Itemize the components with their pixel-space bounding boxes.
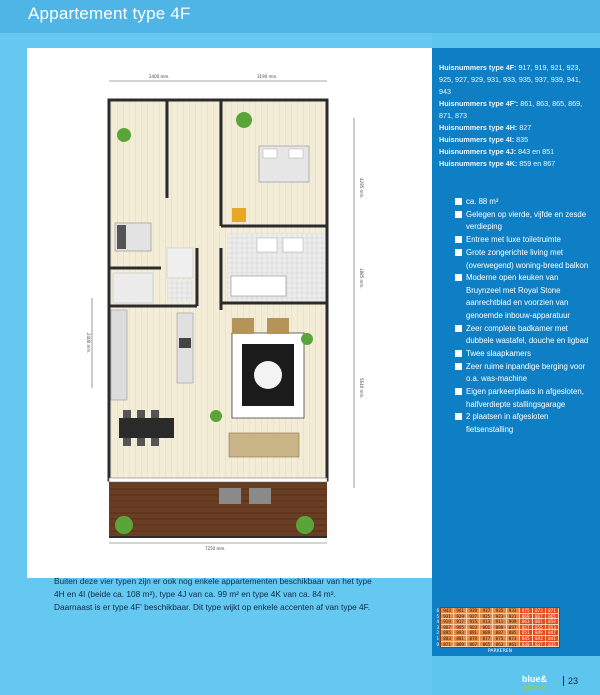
grid-cell: 913 bbox=[480, 619, 493, 625]
grid-cell: 899 bbox=[493, 625, 506, 631]
house-number-list bbox=[439, 62, 594, 170]
checkbox-icon bbox=[455, 413, 462, 420]
grid-cell: 875 bbox=[493, 636, 506, 642]
grid-cell: 863 bbox=[493, 642, 506, 648]
house-numbers-4f: Huisnummers type 4F: 917, 919, 921, 923, 925, 927, 929, 931, 933, 935, 937, 939, 941, 943 bbox=[439, 63, 581, 96]
grid-cell: 875 bbox=[520, 608, 533, 614]
grid-cell: 939 bbox=[467, 608, 480, 614]
grid-cell: 893 bbox=[454, 630, 467, 636]
logo: blue& green bbox=[522, 674, 548, 692]
grid-cell: 911 bbox=[493, 619, 506, 625]
grid-cell: 943 bbox=[441, 608, 454, 614]
feature-item: ca. 88 m² bbox=[466, 196, 594, 208]
page-header bbox=[0, 0, 600, 33]
grid-footer: PARKEREN bbox=[487, 649, 513, 655]
feature-item: Twee slaapkamers bbox=[466, 348, 594, 360]
grid-cell: 851 bbox=[520, 630, 533, 636]
grid-cell: 869 bbox=[454, 642, 467, 648]
grid-cell: 871 bbox=[441, 642, 454, 648]
grid-cell: 881 bbox=[454, 636, 467, 642]
feature-list bbox=[466, 196, 594, 437]
grid-cell: 867 bbox=[533, 614, 546, 620]
feature-item: Gelegen op vierde, vijfde en zesde verdieping bbox=[466, 209, 594, 234]
grid-cell: 843 bbox=[533, 636, 546, 642]
floor-numbers: 6 5 4 3 2 1 0 bbox=[436, 608, 439, 647]
floorplan-drawing bbox=[27, 48, 432, 578]
grid-cell: 845 bbox=[520, 636, 533, 642]
checkbox-icon bbox=[455, 249, 462, 256]
grid-cell: 907 bbox=[441, 625, 454, 631]
grid-cell: 853 bbox=[546, 625, 559, 631]
grid-cell: 855 bbox=[533, 625, 546, 631]
dim-left: 2400 mm. bbox=[86, 333, 91, 354]
building-grid-cells bbox=[440, 607, 560, 648]
house-numbers-4f-prime: Huisnummers type 4F': 861, 863, 865, 869, 871, 873 bbox=[439, 99, 583, 120]
dim-bottom: 7250 mm. bbox=[205, 546, 226, 551]
description-text: Buiten deze vier typen zijn er ook nog enkele appartementen beschikbaar van het type 4H en 4I (beide ca. 108 m²), type 4J van ca. 99 m² en type 4K van ca. 84 m². Daarnaast is er type 4F' beschikbaar. Dit type wijkt op enkele accenten af van type 4F. bbox=[54, 576, 372, 612]
grid-cell: 921 bbox=[507, 614, 520, 620]
feature-item: Zeer ruime inpandige berging voor o.a. was-machine bbox=[466, 361, 594, 386]
grid-cell: 917 bbox=[454, 619, 467, 625]
grid-cell: 891 bbox=[467, 630, 480, 636]
grid-cell: 861 bbox=[533, 619, 546, 625]
checkbox-icon bbox=[455, 274, 462, 281]
dim-right-2: 1885 mm. bbox=[359, 268, 364, 289]
checkbox-icon bbox=[455, 236, 462, 243]
grid-cell: 867 bbox=[467, 642, 480, 648]
feature-item: Moderne open keuken van Bruynzeel met Royal Stone aanrechtblad en voorzien van genoemde inbouw-apparatuur bbox=[466, 272, 594, 322]
grid-cell: 927 bbox=[467, 614, 480, 620]
house-numbers-4h: Huisnummers type 4H: 827 bbox=[439, 123, 532, 132]
grid-cell: 841 bbox=[546, 636, 559, 642]
dim-top-left: 2400 mm. bbox=[149, 74, 170, 79]
grid-cell: 883 bbox=[441, 636, 454, 642]
grid-cell: 905 bbox=[454, 625, 467, 631]
grid-cell: 877 bbox=[480, 636, 493, 642]
dim-top-right: 3190 mm. bbox=[257, 74, 278, 79]
house-numbers-4k: Huisnummers type 4K: 859 en 867 bbox=[439, 159, 556, 168]
house-numbers-4i: Huisnummers type 4I: 835 bbox=[439, 135, 529, 144]
grid-cell: 909 bbox=[507, 619, 520, 625]
checkbox-icon bbox=[455, 325, 462, 332]
grid-cell: 865 bbox=[546, 614, 559, 620]
grid-cell: 887 bbox=[493, 630, 506, 636]
grid-cell: 889 bbox=[480, 630, 493, 636]
checkbox-icon bbox=[455, 363, 462, 370]
checkbox-icon bbox=[455, 388, 462, 395]
grid-cell: 897 bbox=[507, 625, 520, 631]
grid-cell: 919 bbox=[441, 619, 454, 625]
checkbox-icon bbox=[455, 198, 462, 205]
grid-cell: 923 bbox=[493, 614, 506, 620]
feature-item: Grote zongerichte living met (overwegend) woning-breed balkon bbox=[466, 247, 594, 272]
grid-cell: 931 bbox=[441, 614, 454, 620]
page-title: Appartement type 4F bbox=[28, 4, 191, 23]
building-grid bbox=[436, 607, 560, 665]
grid-cell: 937 bbox=[480, 608, 493, 614]
grid-cell: 901 bbox=[480, 625, 493, 631]
grid-cell: 849 bbox=[533, 630, 546, 636]
house-numbers-4j: Huisnummers type 4J: 843 en 851 bbox=[439, 147, 555, 156]
grid-cell: 869 bbox=[520, 614, 533, 620]
grid-cell: 863 bbox=[520, 619, 533, 625]
grid-cell: 879 bbox=[467, 636, 480, 642]
grid-cell: 857 bbox=[520, 625, 533, 631]
dim-right-1: 4295 mm. bbox=[359, 178, 364, 199]
grid-cell: 873 bbox=[507, 636, 520, 642]
page-number: 23 bbox=[563, 676, 578, 686]
grid-cell: 861 bbox=[507, 642, 520, 648]
grid-cell: 835 bbox=[546, 642, 559, 648]
grid-cell: 865 bbox=[480, 642, 493, 648]
dim-right-3: 5640 mm. bbox=[359, 378, 364, 399]
info-panel bbox=[432, 48, 600, 656]
checkbox-icon bbox=[455, 350, 462, 357]
grid-cell: 915 bbox=[467, 619, 480, 625]
grid-cell: 871 bbox=[546, 608, 559, 614]
grid-cell: 859 bbox=[546, 619, 559, 625]
grid-cell: 925 bbox=[480, 614, 493, 620]
grid-cell: 895 bbox=[441, 630, 454, 636]
grid-cell: 839 bbox=[520, 642, 533, 648]
grid-cell: 885 bbox=[507, 630, 520, 636]
left-panel bbox=[0, 33, 432, 695]
feature-item: 2 plaatsen in afgesloten fietsenstalling bbox=[466, 411, 594, 436]
feature-item: Entree met luxe toiletruimte bbox=[466, 234, 594, 246]
grid-cell: 933 bbox=[507, 608, 520, 614]
feature-item: Zeer complete badkamer met dubbele wastafel, douche en ligbad bbox=[466, 323, 594, 348]
feature-item: Eigen parkeerplaats in afgesloten, halfverdiepte stallingsgarage bbox=[466, 386, 594, 411]
grid-cell: 847 bbox=[546, 630, 559, 636]
grid-cell: 929 bbox=[454, 614, 467, 620]
floorplan-card bbox=[27, 48, 432, 578]
grid-cell: 903 bbox=[467, 625, 480, 631]
grid-cell: 941 bbox=[454, 608, 467, 614]
grid-cell: 873 bbox=[533, 608, 546, 614]
grid-cell: 837 bbox=[533, 642, 546, 648]
checkbox-icon bbox=[455, 211, 462, 218]
grid-cell: 935 bbox=[493, 608, 506, 614]
